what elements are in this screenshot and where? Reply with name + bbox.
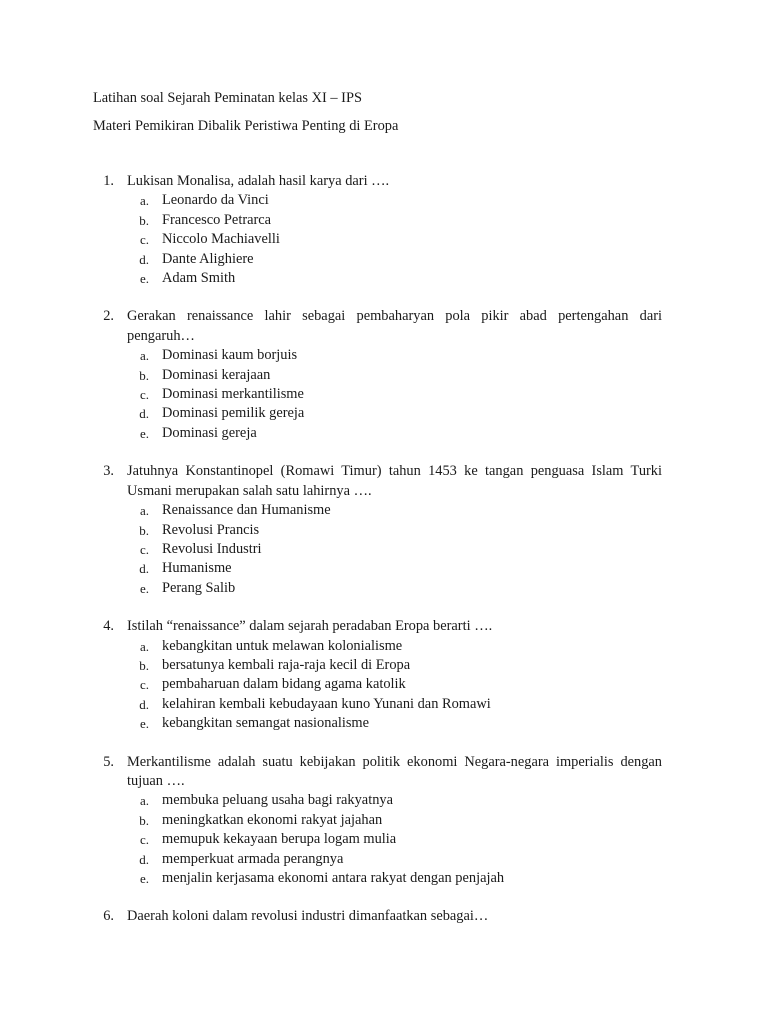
- option-text: Dante Alighiere: [162, 250, 254, 267]
- question-text: Istilah “renaissance” dalam sejarah peradaban Eropa berarti ….: [127, 618, 493, 635]
- option-list: [0, 191, 768, 288]
- option-text: Adam Smith: [162, 270, 236, 287]
- answer-option: [0, 346, 768, 365]
- option-letter: a.: [139, 348, 149, 364]
- option-letter: c.: [139, 832, 149, 848]
- option-list: [0, 791, 768, 888]
- question-text: Merkantilisme adalah suatu kebijakan politik ekonomi Negara-negara imperialis dengan tujuan ….: [127, 753, 662, 789]
- option-letter: d.: [139, 851, 149, 867]
- answer-option: [0, 869, 768, 888]
- question-row: [0, 307, 768, 346]
- answer-option: [0, 366, 768, 385]
- question-text: Daerah koloni dalam revolusi industri dimanfaatkan sebagai…: [127, 908, 489, 925]
- option-letter: b.: [139, 522, 149, 538]
- option-letter: b.: [139, 212, 149, 228]
- question-number: 1.: [103, 173, 114, 189]
- option-text: pembaharuan dalam bidang agama katolik: [162, 676, 406, 693]
- option-list: [0, 346, 768, 443]
- option-text: bersatunya kembali raja-raja kecil di Eropa: [162, 656, 411, 673]
- option-letter: e.: [139, 716, 149, 732]
- option-letter: a.: [139, 193, 149, 209]
- option-text: kelahiran kembali kebudayaan kuno Yunani dan Romawi: [162, 695, 491, 712]
- option-text: Dominasi merkantilisme: [162, 386, 304, 403]
- option-letter: e.: [139, 871, 149, 886]
- option-letter: c.: [139, 541, 149, 557]
- question-4: [0, 617, 768, 733]
- option-text: Humanisme: [162, 560, 232, 577]
- question-number: 2.: [103, 308, 114, 325]
- answer-option: [0, 230, 768, 249]
- question-row: [0, 907, 768, 926]
- option-text: kebangkitan semangat nasionalisme: [162, 715, 370, 732]
- answer-option: [0, 211, 768, 230]
- option-text: meningkatkan ekonomi rakyat jajahan: [162, 811, 383, 828]
- option-text: Dominasi gereja: [162, 424, 257, 441]
- answer-option: [0, 559, 768, 578]
- option-letter: b.: [139, 367, 149, 383]
- option-letter: d.: [139, 251, 149, 267]
- option-letter: e.: [139, 271, 149, 287]
- option-letter: c.: [139, 677, 149, 693]
- option-text: Leonardo da Vinci: [162, 192, 269, 209]
- option-text: Perang Salib: [162, 579, 236, 596]
- option-text: Dominasi kerajaan: [162, 366, 271, 383]
- answer-option: [0, 404, 768, 423]
- question-5: [0, 753, 768, 889]
- option-text: membuka peluang usaha bagi rakyatnya: [162, 792, 393, 809]
- answer-option: [0, 385, 768, 404]
- question-6: [0, 907, 768, 926]
- answer-option: [0, 675, 768, 694]
- question-number: 3.: [103, 463, 114, 480]
- option-text: Niccolo Machiavelli: [162, 231, 280, 248]
- answer-option: [0, 695, 768, 714]
- option-text: memperkuat armada perangnya: [162, 850, 344, 867]
- option-letter: a.: [139, 503, 149, 519]
- option-letter: e.: [139, 425, 149, 441]
- option-list: [0, 637, 768, 734]
- answer-option: [0, 656, 768, 675]
- option-text: Dominasi pemilik gereja: [162, 405, 305, 422]
- question-2: [0, 307, 768, 443]
- answer-option: [0, 830, 768, 849]
- question-3: [0, 462, 768, 598]
- option-letter: a.: [139, 638, 149, 654]
- document-subtitle: Materi Pemikiran Dibalik Peristiwa Penting di Eropa: [93, 118, 399, 134]
- option-text: Revolusi Industri: [162, 540, 262, 557]
- question-row: [0, 617, 768, 636]
- option-text: memupuk kekayaan berupa logam mulia: [162, 831, 397, 848]
- answer-option: [0, 191, 768, 210]
- question-row: [0, 753, 768, 792]
- answer-option: [0, 637, 768, 656]
- option-letter: d.: [139, 561, 149, 577]
- answer-option: [0, 811, 768, 830]
- option-letter: b.: [139, 657, 149, 673]
- question-1: [0, 172, 768, 288]
- option-letter: d.: [139, 406, 149, 422]
- answer-option: [0, 250, 768, 269]
- option-text: Revolusi Prancis: [162, 521, 260, 538]
- question-number: 5.: [103, 753, 114, 770]
- option-text: Francesco Petrarca: [162, 211, 272, 228]
- option-text: menjalin kerjasama ekonomi antara rakyat dengan penjajah: [162, 870, 505, 886]
- question-number: 4.: [103, 618, 114, 635]
- question-text: Lukisan Monalisa, adalah hasil karya dari ….: [127, 173, 390, 189]
- option-letter: c.: [139, 387, 149, 403]
- option-letter: e.: [139, 580, 149, 596]
- answer-option: [0, 540, 768, 559]
- answer-option: [0, 850, 768, 869]
- question-text: Jatuhnya Konstantinopel (Romawi Timur) tahun 1453 ke tangan penguasa Islam Turki Usmani merupakan salah satu lahirnya ….: [127, 463, 662, 499]
- option-text: Renaissance dan Humanisme: [162, 502, 331, 519]
- answer-option: [0, 714, 768, 733]
- question-text: Gerakan renaissance lahir sebagai pembaharyan pola pikir abad pertengahan dari pengaruh…: [127, 308, 662, 344]
- option-list: [0, 501, 768, 598]
- question-row: [0, 462, 768, 501]
- option-text: kebangkitan untuk melawan kolonialisme: [162, 637, 403, 654]
- question-list: [0, 172, 768, 946]
- question-row: [0, 172, 768, 191]
- option-letter: b.: [139, 812, 149, 828]
- document-title: Latihan soal Sejarah Peminatan kelas XI – IPS: [93, 90, 362, 106]
- option-text: Dominasi kaum borjuis: [162, 347, 298, 364]
- answer-option: [0, 791, 768, 810]
- answer-option: [0, 269, 768, 288]
- option-letter: c.: [139, 232, 149, 248]
- option-letter: a.: [139, 793, 149, 809]
- answer-option: [0, 501, 768, 520]
- question-number: 6.: [103, 908, 114, 925]
- answer-option: [0, 521, 768, 540]
- option-letter: d.: [139, 696, 149, 712]
- answer-option: [0, 424, 768, 443]
- answer-option: [0, 579, 768, 598]
